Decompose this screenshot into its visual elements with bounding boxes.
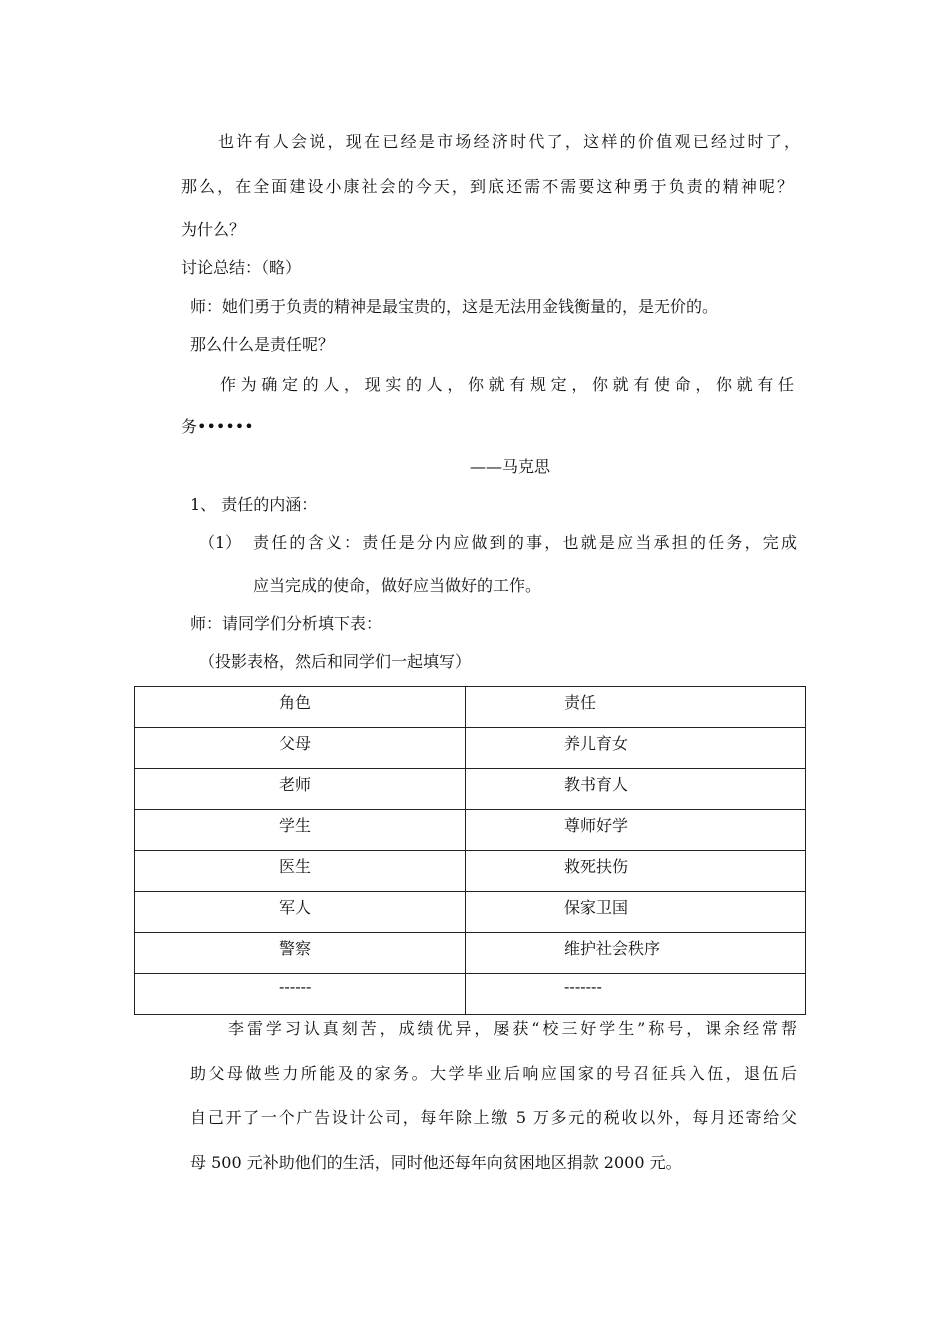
story-line-4: 母 500 元补助他们的生活，同时他还每年向贫困地区捐款 2000 元。 [190,1153,682,1172]
intro-line-3: 为什么？ [181,220,246,239]
responsibility-cell: ------- [564,977,602,996]
table-row [135,769,806,810]
table-cell [135,851,466,892]
role-cell: 警察 [279,939,312,958]
table-cell [466,933,806,974]
table-note: （投影表格，然后和同学们一起填写） [199,652,472,671]
table-header-row [135,687,806,728]
table-row [135,728,806,769]
table-row [135,892,806,933]
header-role: 角色 [279,693,312,712]
role-cell: ------ [279,977,312,996]
table-cell [135,810,466,851]
responsibility-cell: 保家卫国 [564,898,629,917]
table-row [135,851,806,892]
table-cell [466,810,806,851]
discussion-summary: 讨论总结：（略） [181,258,302,277]
story-line-3: 自己开了一个广告设计公司，每年除上缴 5 万多元的税收以外，每月还寄给父 [190,1108,797,1127]
marx-quote-line-2: 务•••••• [181,417,254,436]
table-cell [135,728,466,769]
definition-line-1: 责任的含义：责任是分内应做到的事，也就是应当承担的任务，完成 [253,533,797,552]
quote-attribution: ——马克思 [470,457,551,476]
role-cell: 医生 [279,857,312,876]
table-cell [466,769,806,810]
table-cell [466,892,806,933]
role-cell: 军人 [279,898,312,917]
table-row [135,974,806,1015]
table-header-cell [466,687,806,728]
marx-quote-line-1: 作为确定的人，现实的人，你就有规定，你就有使命，你就有任 [220,375,795,394]
role-cell: 老师 [279,775,312,794]
table-cell [466,851,806,892]
table-cell [135,933,466,974]
table-cell [135,892,466,933]
teacher-remark-1: 师：她们勇于负责的精神是最宝贵的，这是无法用金钱衡量的，是无价的。 [190,297,719,316]
responsibility-cell: 教书育人 [564,775,629,794]
table-cell [135,769,466,810]
intro-line-1: 也许有人会说，现在已经是市场经济时代了，这样的价值观已经过时了， [218,132,800,151]
responsibility-cell: 救死扶伤 [564,857,629,876]
responsibility-cell: 养儿育女 [564,734,629,753]
table-row [135,933,806,974]
teacher-remark-2: 师：请同学们分析填下表： [190,614,383,633]
role-cell: 学生 [279,816,312,835]
definition-line-2: 应当完成的使命，做好应当做好的工作。 [253,576,542,595]
story-line-1: 李雷学习认真刻苦，成绩优异，屡获“校三好学生”称号，课余经常帮 [228,1019,797,1038]
table-cell [466,974,806,1015]
section-heading-responsibility: 1、 责任的内涵： [190,495,318,514]
question-what-is-responsibility: 那么什么是责任呢？ [190,335,335,354]
intro-line-2: 那么，在全面建设小康社会的今天，到底还需不需要这种勇于负责的精神呢？ [181,177,793,196]
definition-marker: （1） [199,533,242,552]
table-row [135,810,806,851]
role-responsibility-table [134,686,806,1015]
table-cell [135,974,466,1015]
table-cell [466,728,806,769]
story-line-2: 助父母做些力所能及的家务。大学毕业后响应国家的号召征兵入伍，退伍后 [190,1064,797,1083]
table-header-cell [135,687,466,728]
responsibility-cell: 维护社会秩序 [564,939,661,958]
header-responsibility: 责任 [564,693,597,712]
responsibility-cell: 尊师好学 [564,816,629,835]
role-cell: 父母 [279,734,312,753]
